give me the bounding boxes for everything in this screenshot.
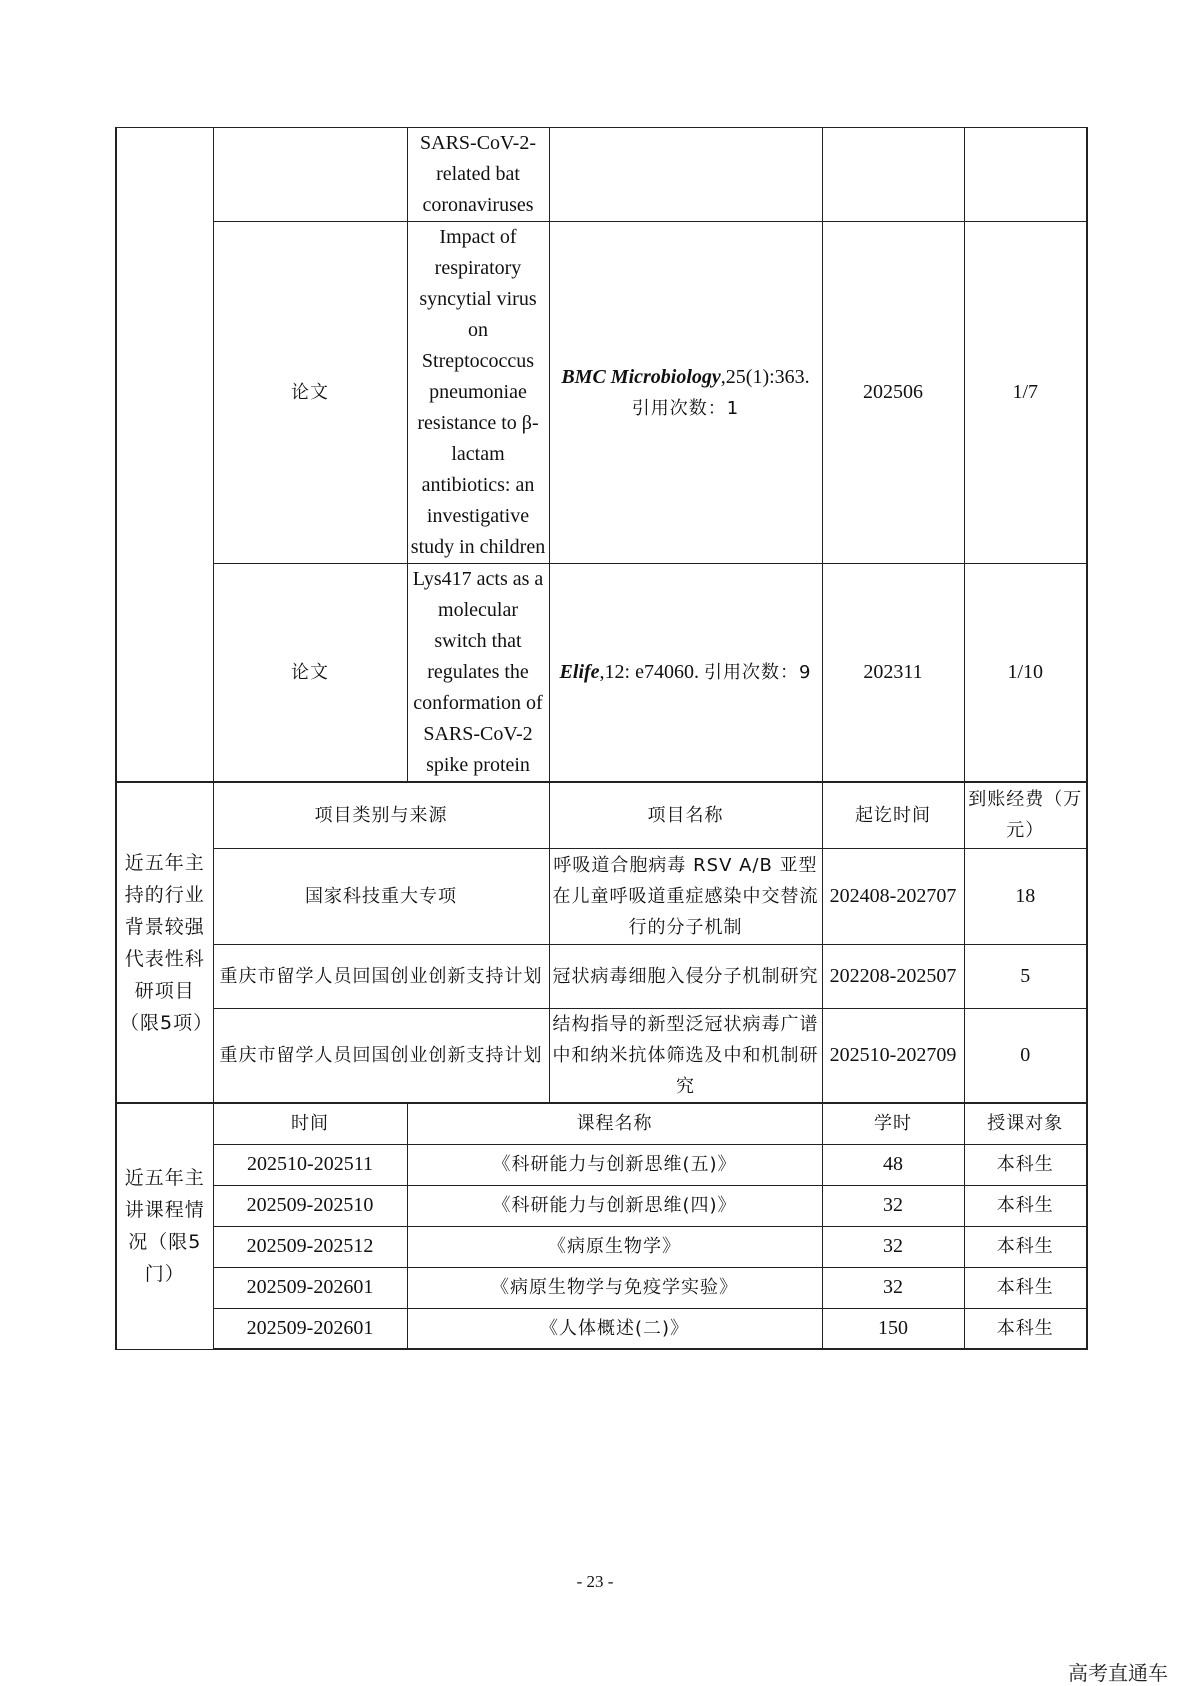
paper-rank: 1/10: [964, 564, 1087, 783]
journal-volume: ,25(1):363.: [720, 365, 810, 388]
journal-volume: ,12: e74060.: [599, 661, 704, 683]
project-category: 国家科技重大专项: [213, 848, 549, 944]
paper-row: [116, 128, 1087, 222]
course-audience: 本科生: [964, 1185, 1087, 1226]
course-hours: 32: [822, 1267, 964, 1308]
papers-section-label: [116, 128, 213, 783]
course-name: 《病原生物学》: [407, 1226, 822, 1267]
course-audience: 本科生: [964, 1144, 1087, 1185]
course-row: [116, 1267, 1087, 1308]
paper-type: [213, 128, 407, 222]
course-time: 202509-202601: [213, 1267, 407, 1308]
project-row: [116, 1008, 1087, 1103]
paper-journal: [549, 222, 822, 564]
courses-header-row: [116, 1103, 1087, 1144]
course-row: [116, 1226, 1087, 1267]
course-name: 《人体概述(二)》: [407, 1308, 822, 1349]
paper-row: [116, 564, 1087, 783]
header-hours: 学时: [822, 1103, 964, 1144]
projects-header-row: [116, 782, 1087, 848]
project-period: 202208-202507: [822, 944, 964, 1008]
paper-type: 论文: [213, 222, 407, 564]
paper-title: SARS-CoV-2-related bat coronaviruses: [407, 128, 549, 222]
courses-section-label: 近五年主讲课程情况（限5门）: [116, 1103, 213, 1349]
paper-date: 202311: [822, 564, 964, 783]
paper-title: Impact of respiratory syncytial virus on Streptococcus pneumoniae resistance to β-lactam antibiotics: an investigative study in children: [407, 222, 549, 564]
course-hours: 150: [822, 1308, 964, 1349]
course-row: [116, 1308, 1087, 1349]
paper-type: 论文: [213, 564, 407, 783]
paper-date: [822, 128, 964, 222]
course-audience: 本科生: [964, 1267, 1087, 1308]
header-audience: 授课对象: [964, 1103, 1087, 1144]
paper-journal: [549, 564, 822, 783]
course-time: 202509-202512: [213, 1226, 407, 1267]
page-number: - 23 -: [576, 1572, 614, 1591]
project-row: [116, 944, 1087, 1008]
project-period: 202510-202709: [822, 1008, 964, 1103]
project-name: 呼吸道合胞病毒 RSV A/B 亚型在儿童呼吸道重症感染中交替流行的分子机制: [549, 848, 822, 944]
paper-row: [116, 222, 1087, 564]
paper-rank: 1/7: [964, 222, 1087, 564]
course-name: 《科研能力与创新思维(五)》: [407, 1144, 822, 1185]
watermark: 高考直通车: [1068, 1661, 1168, 1685]
course-hours: 32: [822, 1185, 964, 1226]
course-audience: 本科生: [964, 1308, 1087, 1349]
course-hours: 48: [822, 1144, 964, 1185]
course-audience: 本科生: [964, 1226, 1087, 1267]
header-period: 起讫时间: [822, 782, 964, 848]
header-time: 时间: [213, 1103, 407, 1144]
course-time: 202509-202510: [213, 1185, 407, 1226]
journal-name: BMC Microbiology: [561, 365, 721, 388]
course-time: 202510-202511: [213, 1144, 407, 1185]
course-row: [116, 1144, 1087, 1185]
project-period: 202408-202707: [822, 848, 964, 944]
project-name: 冠状病毒细胞入侵分子机制研究: [549, 944, 822, 1008]
course-row: [116, 1185, 1087, 1226]
header-course-name: 课程名称: [407, 1103, 822, 1144]
project-category: 重庆市留学人员回国创业创新支持计划: [213, 1008, 549, 1103]
project-funding: 5: [964, 944, 1087, 1008]
course-name: 《科研能力与创新思维(四)》: [407, 1185, 822, 1226]
project-name: 结构指导的新型泛冠状病毒广谱中和纳米抗体筛选及中和机制研究: [549, 1008, 822, 1103]
paper-journal: [549, 128, 822, 222]
header-funding: 到账经费（万元）: [964, 782, 1087, 848]
course-name: 《病原生物学与免疫学实验》: [407, 1267, 822, 1308]
paper-date: 202506: [822, 222, 964, 564]
projects-section-label: 近五年主持的行业背景较强代表性科研项目（限5项）: [116, 782, 213, 1103]
citation-count: 引用次数：9: [703, 662, 812, 683]
project-funding: 18: [964, 848, 1087, 944]
header-category: 项目类别与来源: [213, 782, 549, 848]
paper-title: Lys417 acts as a molecular switch that regulates the conformation of SARS-CoV-2 spike protein: [407, 564, 549, 783]
project-category: 重庆市留学人员回国创业创新支持计划: [213, 944, 549, 1008]
main-table: [115, 127, 1088, 1350]
header-project-name: 项目名称: [549, 782, 822, 848]
course-time: 202509-202601: [213, 1308, 407, 1349]
citation-count: 引用次数：1: [631, 397, 740, 419]
project-funding: 0: [964, 1008, 1087, 1103]
journal-name: Elife: [559, 661, 600, 683]
project-row: [116, 848, 1087, 944]
course-hours: 32: [822, 1226, 964, 1267]
paper-rank: [964, 128, 1087, 222]
